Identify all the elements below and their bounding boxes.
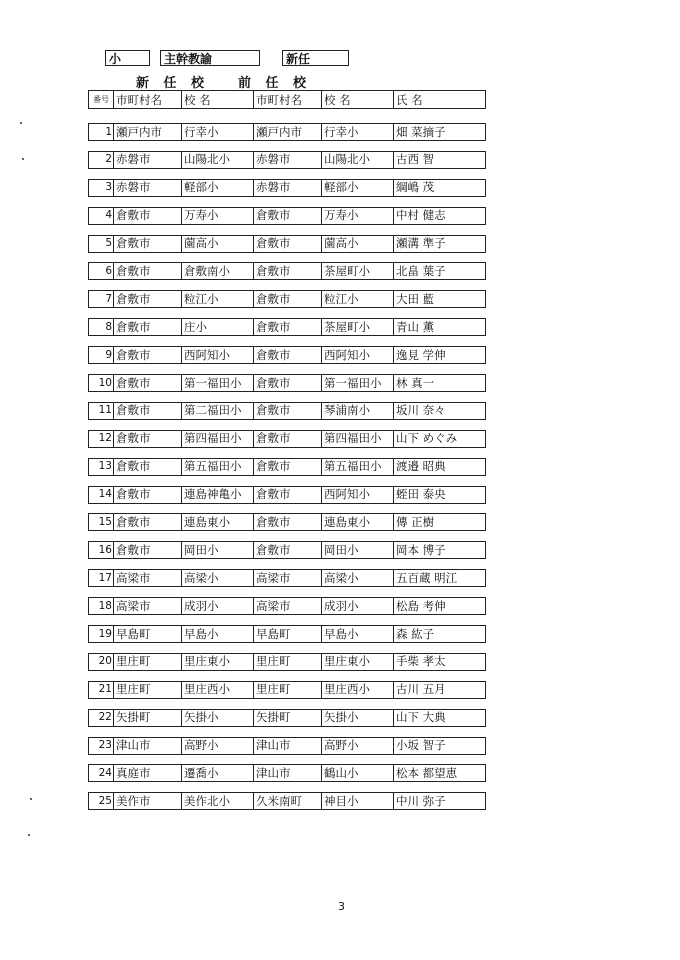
new-school-cell: 倉敷南小 <box>182 263 254 280</box>
row-spacer <box>89 643 486 654</box>
prev-city-cell: 倉敷市 <box>254 263 322 280</box>
table-row <box>89 235 486 252</box>
spacer-cell <box>89 475 486 486</box>
new-school-cell: 岡田小 <box>182 542 254 559</box>
prev-city-cell: 倉敷市 <box>254 514 322 531</box>
prev-school-cell: 早島小 <box>322 626 394 643</box>
table-row <box>89 458 486 475</box>
table-row <box>89 765 486 782</box>
row-spacer <box>89 615 486 626</box>
col-number: 番号 <box>89 91 114 109</box>
prev-school-cell: 粒江小 <box>322 291 394 308</box>
teacher-name-cell: 古西 智 <box>394 151 486 168</box>
row-number: 18 <box>89 598 114 615</box>
table-row <box>89 653 486 670</box>
teacher-name-cell: 小坂 智子 <box>394 737 486 754</box>
new-city-cell: 倉敷市 <box>114 263 182 280</box>
row-number: 8 <box>89 319 114 336</box>
new-school-cell: 早島小 <box>182 626 254 643</box>
new-school-cell: 第四福田小 <box>182 430 254 447</box>
new-city-cell: 倉敷市 <box>114 542 182 559</box>
spacer-cell <box>89 503 486 514</box>
table-row <box>89 124 486 141</box>
spacer-cell <box>89 419 486 430</box>
prev-school-cell: 鶴山小 <box>322 765 394 782</box>
row-spacer <box>89 559 486 570</box>
prev-school-cell: 高野小 <box>322 737 394 754</box>
row-spacer <box>89 531 486 542</box>
table-row <box>89 486 486 503</box>
scan-speck <box>22 158 24 160</box>
row-spacer <box>89 670 486 681</box>
teacher-name-cell: 林 真一 <box>394 375 486 392</box>
prev-school-cell: 神目小 <box>322 793 394 810</box>
row-number: 6 <box>89 263 114 280</box>
teacher-name-cell: 森 紘子 <box>394 626 486 643</box>
spacer-cell <box>89 782 486 793</box>
teacher-name-cell: 逸見 学伸 <box>394 347 486 364</box>
prev-city-cell: 津山市 <box>254 765 322 782</box>
row-number: 14 <box>89 486 114 503</box>
new-city-cell: 高梁市 <box>114 570 182 587</box>
prev-city-cell: 津山市 <box>254 737 322 754</box>
row-spacer <box>89 308 486 319</box>
col-prev-school: 校 名 <box>322 91 394 109</box>
prev-city-cell: 倉敷市 <box>254 235 322 252</box>
new-school-cell: 高野小 <box>182 737 254 754</box>
new-city-cell: 倉敷市 <box>114 347 182 364</box>
table-row <box>89 430 486 447</box>
prev-city-cell: 倉敷市 <box>254 375 322 392</box>
new-city-cell: 倉敷市 <box>114 207 182 224</box>
table-row <box>89 793 486 810</box>
new-city-cell: 真庭市 <box>114 765 182 782</box>
new-school-cell: 第二福田小 <box>182 402 254 419</box>
teacher-name-cell: 青山 薫 <box>394 319 486 336</box>
new-city-cell: 倉敷市 <box>114 235 182 252</box>
teacher-name-cell: 大田 藍 <box>394 291 486 308</box>
new-school-cell: 遷喬小 <box>182 765 254 782</box>
status-label: 新任 <box>286 52 311 66</box>
row-spacer <box>89 252 486 263</box>
new-school-cell: 行幸小 <box>182 124 254 141</box>
teacher-name-cell: 蛭田 泰央 <box>394 486 486 503</box>
teacher-name-cell: 山下 めぐみ <box>394 430 486 447</box>
new-school-cell: 里庄東小 <box>182 653 254 670</box>
new-school-cell: 美作北小 <box>182 793 254 810</box>
prev-city-cell: 早島町 <box>254 626 322 643</box>
prev-city-cell: 倉敷市 <box>254 542 322 559</box>
row-number: 10 <box>89 375 114 392</box>
spacer-cell <box>89 559 486 570</box>
new-school-cell: 連島神亀小 <box>182 486 254 503</box>
prev-city-cell: 赤磐市 <box>254 151 322 168</box>
teacher-name-cell: 綱嶋 茂 <box>394 179 486 196</box>
spacer-cell <box>89 308 486 319</box>
prev-city-cell: 矢掛町 <box>254 709 322 726</box>
row-number: 4 <box>89 207 114 224</box>
new-city-cell: 里庄町 <box>114 681 182 698</box>
spacer-cell <box>89 531 486 542</box>
new-city-cell: 美作市 <box>114 793 182 810</box>
new-school-cell: 庄小 <box>182 319 254 336</box>
teacher-name-cell: 手柴 孝太 <box>394 653 486 670</box>
prev-school-cell: 里庄東小 <box>322 653 394 670</box>
new-city-cell: 倉敷市 <box>114 375 182 392</box>
prev-city-cell: 倉敷市 <box>254 207 322 224</box>
row-number: 19 <box>89 626 114 643</box>
table-row <box>89 151 486 168</box>
row-spacer <box>89 109 486 124</box>
spacer-cell <box>89 196 486 207</box>
row-spacer <box>89 168 486 179</box>
spacer-cell <box>89 252 486 263</box>
teacher-name-cell: 中川 弥子 <box>394 793 486 810</box>
teacher-name-cell: 松島 考伸 <box>394 598 486 615</box>
spacer-cell <box>89 392 486 403</box>
prev-city-cell: 久米南町 <box>254 793 322 810</box>
new-school-cell: 連島東小 <box>182 514 254 531</box>
prev-school-cell: 矢掛小 <box>322 709 394 726</box>
new-city-cell: 矢掛町 <box>114 709 182 726</box>
prev-school-cell: 高梁小 <box>322 570 394 587</box>
position-box <box>160 50 260 66</box>
row-spacer <box>89 698 486 709</box>
prev-school-cell: 西阿知小 <box>322 347 394 364</box>
table-row <box>89 598 486 615</box>
row-spacer <box>89 364 486 375</box>
row-spacer <box>89 280 486 291</box>
new-city-cell: 倉敷市 <box>114 514 182 531</box>
new-school-cell: 高梁小 <box>182 570 254 587</box>
spacer-cell <box>89 587 486 598</box>
teacher-name-cell: 坂川 奈々 <box>394 402 486 419</box>
prev-school-cell: 第四福田小 <box>322 430 394 447</box>
row-spacer <box>89 447 486 458</box>
row-spacer <box>89 141 486 152</box>
prev-city-cell: 倉敷市 <box>254 347 322 364</box>
personnel-table <box>88 90 486 810</box>
spacer-cell <box>89 726 486 737</box>
row-spacer <box>89 754 486 765</box>
col-prev-city: 市町村名 <box>254 91 322 109</box>
row-number: 3 <box>89 179 114 196</box>
row-number: 5 <box>89 235 114 252</box>
prev-school-cell: 西阿知小 <box>322 486 394 503</box>
prev-school-cell: 茶屋町小 <box>322 263 394 280</box>
scan-speck <box>28 834 30 836</box>
row-number: 9 <box>89 347 114 364</box>
prev-city-cell: 倉敷市 <box>254 319 322 336</box>
spacer-cell <box>89 168 486 179</box>
row-spacer <box>89 475 486 486</box>
new-school-cell: 矢掛小 <box>182 709 254 726</box>
row-number: 2 <box>89 151 114 168</box>
row-spacer <box>89 336 486 347</box>
row-number: 23 <box>89 737 114 754</box>
table-row <box>89 347 486 364</box>
new-city-cell: 倉敷市 <box>114 402 182 419</box>
prev-school-cell: 琴浦南小 <box>322 402 394 419</box>
teacher-name-cell: 瀬溝 準子 <box>394 235 486 252</box>
row-number: 7 <box>89 291 114 308</box>
new-school-cell: 里庄西小 <box>182 681 254 698</box>
table-body <box>89 109 486 810</box>
new-city-cell: 高梁市 <box>114 598 182 615</box>
table-row <box>89 542 486 559</box>
new-school-cell: 西阿知小 <box>182 347 254 364</box>
new-school-cell: 粒江小 <box>182 291 254 308</box>
row-number: 17 <box>89 570 114 587</box>
spacer-cell <box>89 698 486 709</box>
table-row <box>89 514 486 531</box>
prev-city-cell: 高梁市 <box>254 570 322 587</box>
prev-school-cell: 岡田小 <box>322 542 394 559</box>
table-row <box>89 402 486 419</box>
new-city-cell: 里庄町 <box>114 653 182 670</box>
teacher-name-cell: 古川 五月 <box>394 681 486 698</box>
table-row <box>89 570 486 587</box>
prev-city-cell: 倉敷市 <box>254 430 322 447</box>
teacher-name-cell: 山下 大典 <box>394 709 486 726</box>
spacer-cell <box>89 109 486 124</box>
row-spacer <box>89 503 486 514</box>
new-city-cell: 倉敷市 <box>114 486 182 503</box>
row-number: 25 <box>89 793 114 810</box>
col-new-city: 市町村名 <box>114 91 182 109</box>
new-city-cell: 瀬戸内市 <box>114 124 182 141</box>
table-row <box>89 681 486 698</box>
spacer-cell <box>89 224 486 235</box>
spacer-cell <box>89 670 486 681</box>
status-box <box>282 50 349 66</box>
teacher-name-cell: 松本 都望恵 <box>394 765 486 782</box>
new-city-cell: 早島町 <box>114 626 182 643</box>
row-spacer <box>89 196 486 207</box>
table-row <box>89 626 486 643</box>
prev-city-cell: 瀬戸内市 <box>254 124 322 141</box>
new-city-cell: 津山市 <box>114 737 182 754</box>
new-school-heading: 新 任 校 <box>136 76 210 91</box>
new-school-cell: 薗高小 <box>182 235 254 252</box>
new-school-cell: 成羽小 <box>182 598 254 615</box>
prev-school-cell: 薗高小 <box>322 235 394 252</box>
row-spacer <box>89 392 486 403</box>
table-row <box>89 375 486 392</box>
prev-school-cell: 行幸小 <box>322 124 394 141</box>
prev-school-cell: 軽部小 <box>322 179 394 196</box>
prev-city-cell: 倉敷市 <box>254 291 322 308</box>
new-school-cell: 第五福田小 <box>182 458 254 475</box>
prev-city-cell: 倉敷市 <box>254 458 322 475</box>
level-label: 小 <box>109 52 122 66</box>
teacher-name-cell: 岡本 博子 <box>394 542 486 559</box>
row-number: 24 <box>89 765 114 782</box>
prev-school-cell: 山陽北小 <box>322 151 394 168</box>
spacer-cell <box>89 754 486 765</box>
page-number: 3 <box>338 900 345 913</box>
col-name: 氏 名 <box>394 91 486 109</box>
prev-city-cell: 倉敷市 <box>254 402 322 419</box>
teacher-name-cell: 傳 正樹 <box>394 514 486 531</box>
new-city-cell: 倉敷市 <box>114 458 182 475</box>
scan-speck <box>30 798 32 800</box>
row-number: 12 <box>89 430 114 447</box>
spacer-cell <box>89 364 486 375</box>
table-row <box>89 291 486 308</box>
row-number: 15 <box>89 514 114 531</box>
new-city-cell: 赤磐市 <box>114 151 182 168</box>
row-number: 20 <box>89 653 114 670</box>
row-spacer <box>89 782 486 793</box>
spacer-cell <box>89 336 486 347</box>
teacher-name-cell: 五百蔵 明江 <box>394 570 486 587</box>
row-number: 1 <box>89 124 114 141</box>
row-number: 13 <box>89 458 114 475</box>
prev-city-cell: 高梁市 <box>254 598 322 615</box>
row-number: 21 <box>89 681 114 698</box>
table-row <box>89 263 486 280</box>
prev-school-cell: 第五福田小 <box>322 458 394 475</box>
teacher-name-cell: 北畠 葉子 <box>394 263 486 280</box>
row-spacer <box>89 587 486 598</box>
prev-school-heading: 前 任 校 <box>238 76 312 91</box>
level-box <box>105 50 150 66</box>
new-city-cell: 赤磐市 <box>114 179 182 196</box>
table-row <box>89 319 486 336</box>
table-row <box>89 709 486 726</box>
new-school-cell: 山陽北小 <box>182 151 254 168</box>
new-city-cell: 倉敷市 <box>114 430 182 447</box>
teacher-name-cell: 中村 健志 <box>394 207 486 224</box>
prev-school-cell: 第一福田小 <box>322 375 394 392</box>
row-number: 16 <box>89 542 114 559</box>
scan-speck <box>20 122 22 124</box>
new-school-cell: 第一福田小 <box>182 375 254 392</box>
table-row <box>89 737 486 754</box>
prev-school-cell: 万寿小 <box>322 207 394 224</box>
spacer-cell <box>89 447 486 458</box>
row-spacer <box>89 224 486 235</box>
row-spacer <box>89 419 486 430</box>
table-header-row <box>89 91 486 109</box>
teacher-name-cell: 畑 菜摘子 <box>394 124 486 141</box>
prev-school-cell: 茶屋町小 <box>322 319 394 336</box>
prev-city-cell: 里庄町 <box>254 681 322 698</box>
col-new-school: 校 名 <box>182 91 254 109</box>
prev-school-cell: 成羽小 <box>322 598 394 615</box>
row-number: 22 <box>89 709 114 726</box>
new-school-cell: 万寿小 <box>182 207 254 224</box>
spacer-cell <box>89 141 486 152</box>
new-city-cell: 倉敷市 <box>114 291 182 308</box>
spacer-cell <box>89 643 486 654</box>
prev-city-cell: 里庄町 <box>254 653 322 670</box>
new-school-cell: 軽部小 <box>182 179 254 196</box>
new-city-cell: 倉敷市 <box>114 319 182 336</box>
prev-school-cell: 里庄西小 <box>322 681 394 698</box>
spacer-cell <box>89 615 486 626</box>
row-spacer <box>89 726 486 737</box>
table-row <box>89 207 486 224</box>
row-number: 11 <box>89 402 114 419</box>
prev-city-cell: 赤磐市 <box>254 179 322 196</box>
spacer-cell <box>89 280 486 291</box>
table-row <box>89 179 486 196</box>
prev-school-cell: 連島東小 <box>322 514 394 531</box>
prev-city-cell: 倉敷市 <box>254 486 322 503</box>
position-label: 主幹教諭 <box>164 52 213 66</box>
teacher-name-cell: 渡邉 昭典 <box>394 458 486 475</box>
